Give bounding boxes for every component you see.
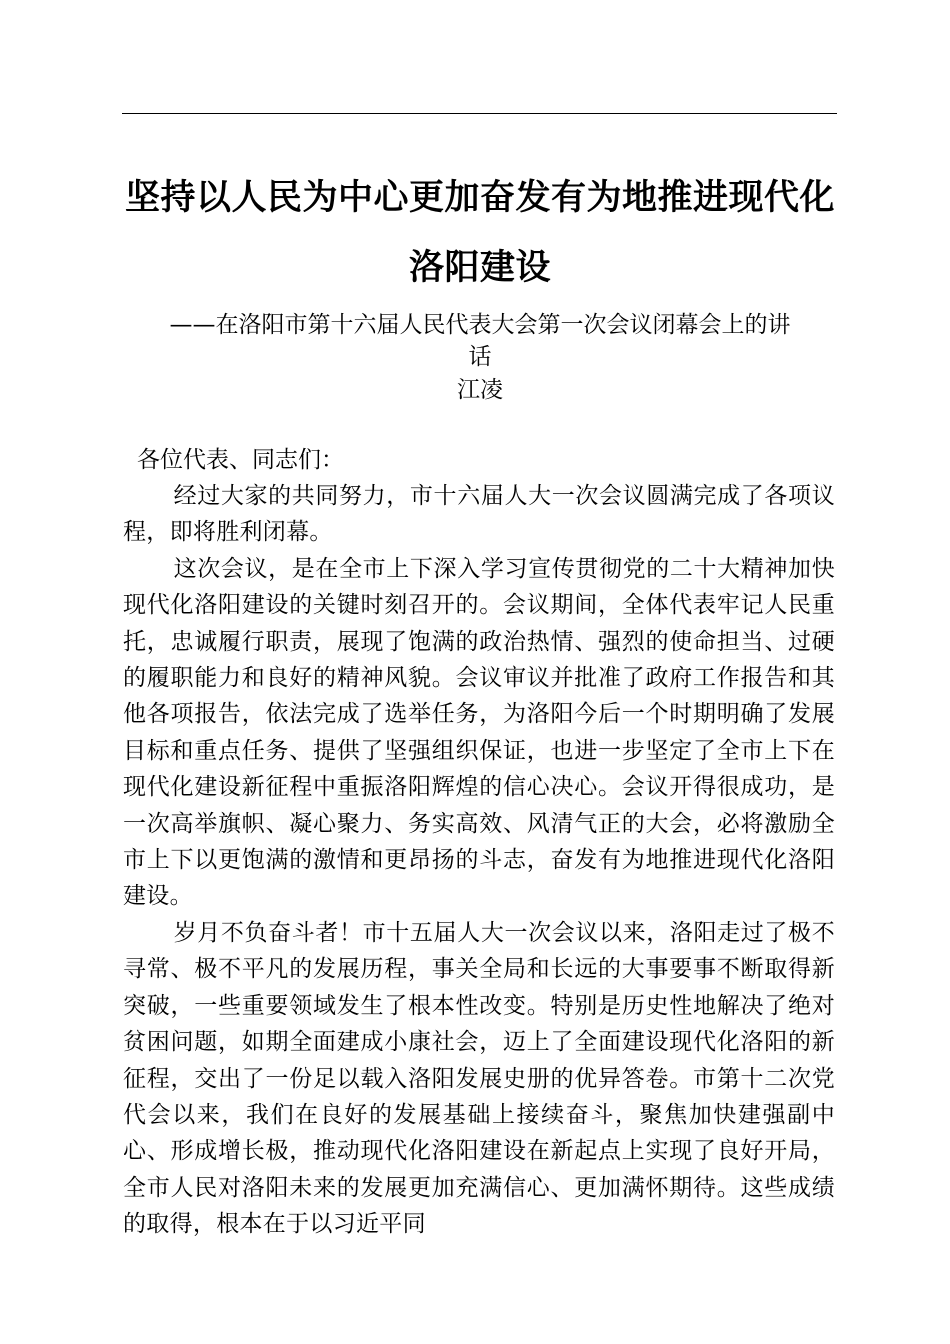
- title-line-2: 洛阳建设: [408, 248, 551, 288]
- paragraph: 这次会议，是在全市上下深入学习宣传贯彻党的二十大精神加快现代化洛阳建设的关键时刻召开的。会议期间，全体代表牢记人民重托，忠诚履行职责，展现了饱满的政治热情、强烈的使命担当、过硬的履职能力和良好的精神风貌。会议审议并批准了政府工作报告和其他各项报告，依法完成了选举任务，为洛阳今后一个时期明确了发展目标和重点任务、提供了坚强组织保证，也进一步坚定了全市上下在现代化建设新征程中重振洛阳辉煌的信心决心。会议开得很成功，是一次高举旗帜、凝心聚力、务实高效、风清气正的大会，必将激励全市上下以更饱满的激情和更昂扬的斗志，奋发有为地推进现代化洛阳建设。: [123, 555, 835, 910]
- author-name: 江凌: [457, 377, 503, 403]
- paragraph: 岁月不负奋斗者！市十五届人大一次会议以来，洛阳走过了极不寻常、极不平凡的发展历程，事关全局和长远的大事要事不断取得新突破，一些重要领域发生了根本性改变。特别是历史性地解决了绝对贫困问题，如期全面建成小康社会，迈上了全面建设现代化洛阳的新征程，交出了一份足以载入洛阳发展史册的优异答卷。市第十二次党代会以来，我们在良好的发展基础上接续奋斗，聚焦加快建强副中心、形成增长极，推动现代化洛阳建设在新起点上实现了良好开局，全市人民对洛阳未来的发展更加充满信心、更加满怀期待。这些成绩的取得，根本在于以习近平同: [123, 919, 835, 1238]
- header-rule: [122, 113, 837, 114]
- title-line-1: 坚持以人民为中心更加奋发有为地推进现代化: [124, 178, 835, 218]
- paragraph: 经过大家的共同努力，市十六届人大一次会议圆满完成了各项议程，即将胜利闭幕。: [123, 483, 835, 546]
- subtitle-line-1: ——在洛阳市第十六届人民代表大会第一次会议闭幕会上的讲: [169, 312, 791, 338]
- salutation: 各位代表、同志们：: [137, 447, 344, 473]
- body-text: [123, 478, 835, 1243]
- subtitle-line-2: 话: [468, 344, 492, 370]
